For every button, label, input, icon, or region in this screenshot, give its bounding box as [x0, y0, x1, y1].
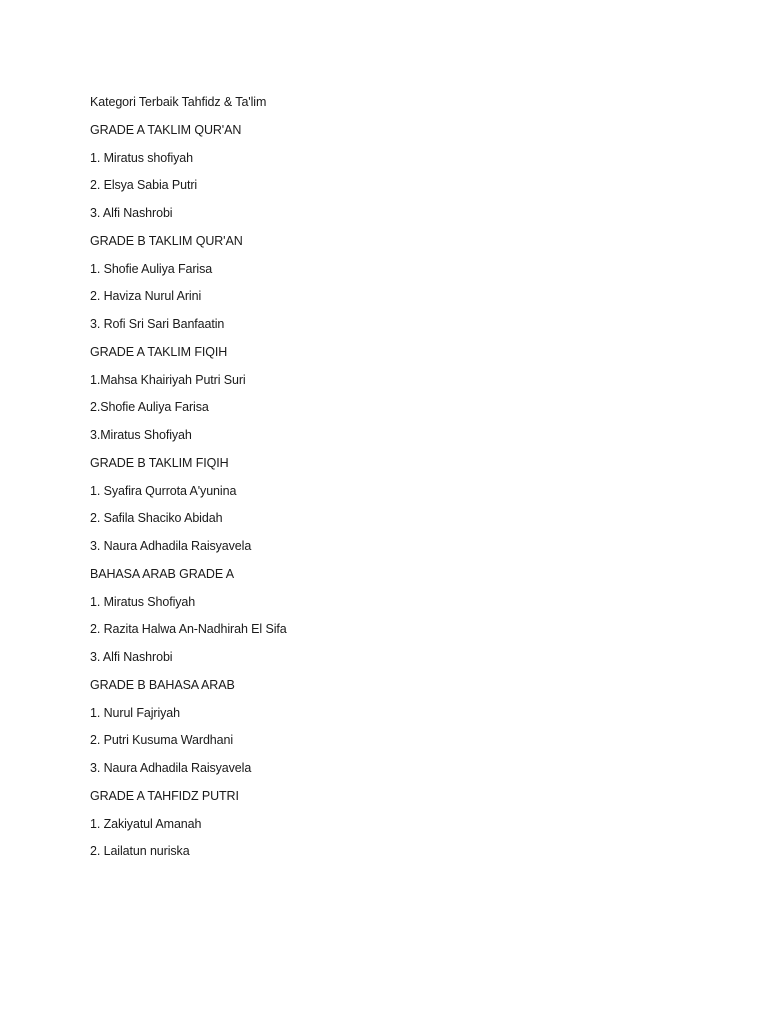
list-item: 3. Naura Adhadila Raisyavela	[90, 761, 252, 775]
list-item: 1. Zakiyatul Amanah	[90, 816, 202, 831]
document-title: Kategori Terbaik Tahfidz & Ta'lim	[90, 95, 267, 109]
list-item: 2. Haviza Nurul Arini	[90, 289, 202, 304]
list-item: 1. Nurul Fajriyah	[90, 705, 180, 720]
list-item: 1. Miratus shofiyah	[90, 150, 194, 165]
list-item: 1. Syafira Qurrota A'yunina	[90, 483, 237, 498]
list-item: 3. Alfi Nashrobi	[90, 206, 173, 220]
document-body	[90, 92, 690, 869]
section-heading: GRADE A TAKLIM QUR'AN	[90, 122, 242, 137]
list-item: 2. Lailatun nuriska	[90, 844, 190, 859]
section-heading: GRADE B TAKLIM QUR'AN	[90, 233, 243, 248]
list-item: 3. Alfi Nashrobi	[90, 650, 173, 664]
list-item: 3. Rofi Sri Sari Banfaatin	[90, 317, 225, 331]
section-heading: BAHASA ARAB GRADE A	[90, 566, 234, 581]
section-heading: GRADE B TAKLIM FIQIH	[90, 455, 229, 470]
section-heading: GRADE A TAHFIDZ PUTRI	[90, 788, 239, 803]
section-heading: GRADE B BAHASA ARAB	[90, 677, 235, 692]
list-item: 2.Shofie Auliya Farisa	[90, 400, 209, 415]
list-item: 2. Elsya Sabia Putri	[90, 178, 198, 193]
list-item: 3.Miratus Shofiyah	[90, 428, 192, 442]
list-item: 1. Miratus Shofiyah	[90, 594, 196, 609]
section-heading: GRADE A TAKLIM FIQIH	[90, 344, 228, 359]
list-item: 2. Safila Shaciko Abidah	[90, 511, 223, 526]
list-item: 1.Mahsa Khairiyah Putri Suri	[90, 372, 246, 387]
list-item: 2. Razita Halwa An-Nadhirah El Sifa	[90, 622, 287, 637]
list-item: 1. Shofie Auliya Farisa	[90, 261, 213, 276]
list-item: 3. Naura Adhadila Raisyavela	[90, 539, 252, 553]
list-item: 2. Putri Kusuma Wardhani	[90, 733, 234, 748]
